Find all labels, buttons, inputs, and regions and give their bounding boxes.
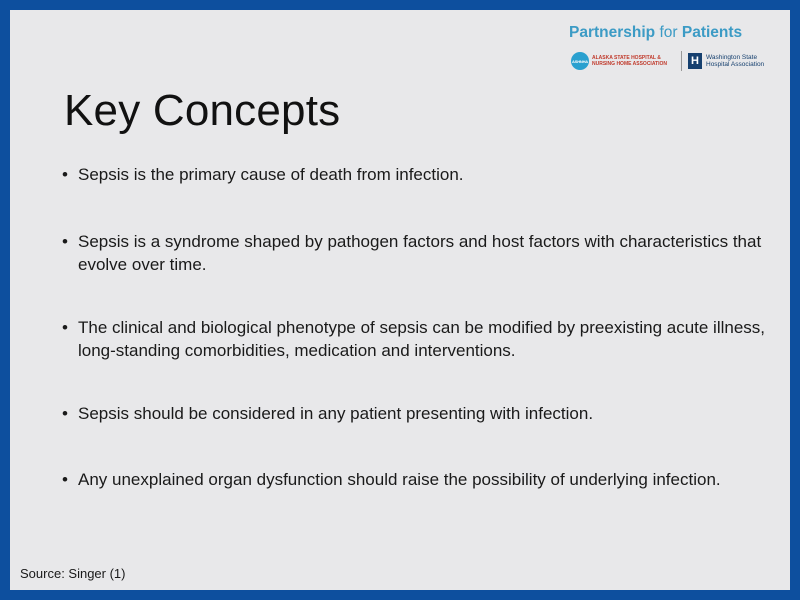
bullet-item: • Any unexplained organ dysfunction should raise the possibility of underlying infection. [62, 468, 768, 491]
partnership-logo [565, 24, 780, 80]
wsha-logo [688, 49, 764, 73]
wsha-line2: Hospital Association [706, 61, 765, 68]
bullet-item: • Sepsis should be considered in any patient presenting with infection. [62, 402, 768, 425]
ashnha-line2: NURSING HOME ASSOCIATION [592, 61, 668, 67]
logo-title-end: Patients [681, 24, 743, 41]
bullet-item: • Sepsis is the primary cause of death from infection. [62, 163, 768, 186]
ashnha-name [592, 55, 667, 67]
ashnha-logo [571, 49, 667, 73]
bullet-item: • Sepsis is a syndrome shaped by pathogen factors and host factors with characteristics that evolve over time. [62, 230, 768, 276]
wsha-line1: Washington State [706, 53, 758, 61]
logo-title-for: for [659, 24, 678, 41]
logo-divider [681, 51, 682, 71]
slide-title: Key Concepts [64, 86, 341, 135]
wsha-name [706, 54, 764, 69]
logo-title-main: Partnership [569, 24, 656, 41]
ashnha-line1: ALASKA STATE HOSPITAL & [592, 55, 661, 61]
bullet-item: • The clinical and biological phenotype of sepsis can be modified by preexisting acute illness, long-standing comorbidities, medication and interventions. [62, 316, 768, 362]
slide [10, 10, 790, 590]
ashnha-seal-text: ASHNHA [572, 58, 588, 64]
logo-title [569, 24, 742, 42]
source-citation: Source: Singer (1) [20, 566, 126, 581]
ashnha-seal-icon [571, 52, 589, 70]
wsha-mark-text: H [691, 55, 699, 67]
wsha-h-icon [688, 53, 702, 69]
